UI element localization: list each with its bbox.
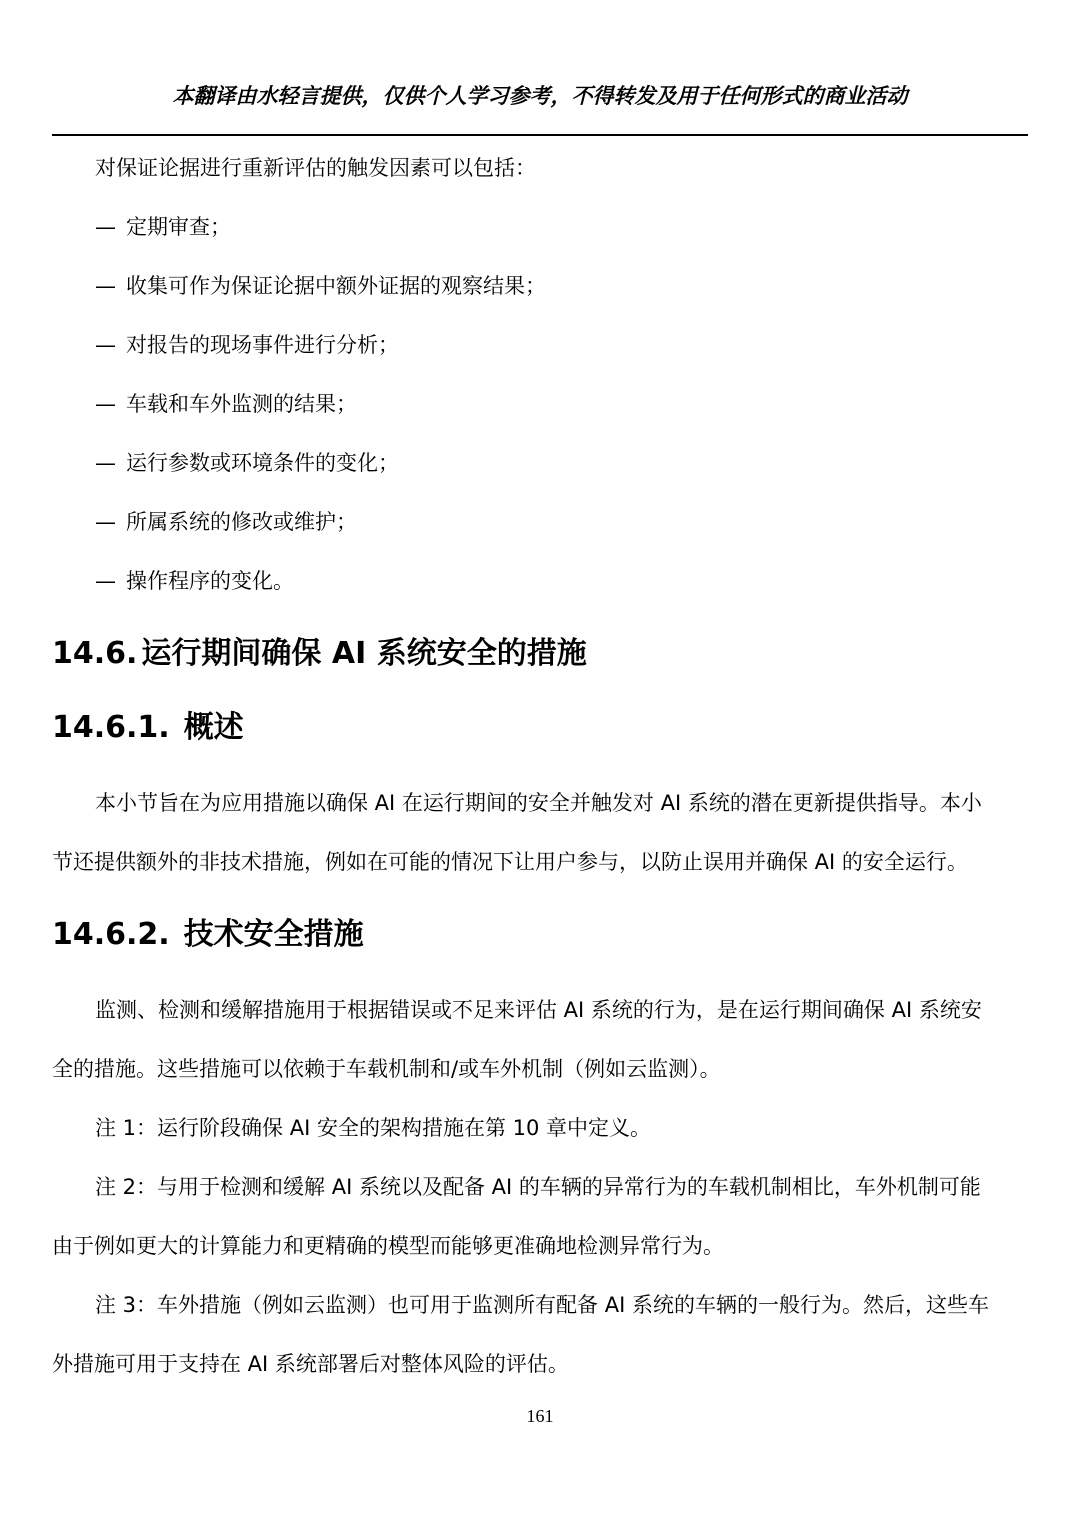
- dash-bullet: —: [95, 333, 116, 357]
- list-item-text: 所属系统的修改或维护；: [126, 510, 357, 534]
- trigger-intro: 对保证论据进行重新评估的触发因素可以包括：: [95, 156, 536, 180]
- list-item: [95, 389, 357, 419]
- list-item-text: 对报告的现场事件进行分析；: [126, 333, 399, 357]
- dash-bullet: —: [95, 451, 116, 475]
- list-item-text: 运行参数或环境条件的变化；: [126, 451, 399, 475]
- list-item: [95, 271, 546, 301]
- dash-bullet: —: [95, 274, 116, 298]
- overview-paragraph-line-1: 本小节旨在为应用措施以确保 AI 在运行期间的安全并触发对 AI 系统的潜在更新提供指导。本小: [95, 791, 982, 815]
- section-number: 14.6.2.: [52, 917, 170, 952]
- list-item: [95, 448, 399, 478]
- page-number: 161: [526, 1406, 554, 1426]
- section-title: 运行期间确保 AI 系统安全的措施: [141, 636, 587, 671]
- list-item-text: 车载和车外监测的结果；: [126, 392, 357, 416]
- note-3-line-2: 外措施可用于支持在 AI 系统部署后对整体风险的评估。: [52, 1352, 569, 1376]
- dash-bullet: —: [95, 392, 116, 416]
- section-title: 技术安全措施: [183, 917, 364, 952]
- list-item: [95, 507, 357, 537]
- dash-bullet: —: [95, 215, 116, 239]
- list-item-text: 定期审查；: [126, 215, 231, 239]
- section-heading-14-6: [52, 634, 587, 674]
- list-item: [95, 566, 294, 596]
- list-item: [95, 212, 231, 242]
- section-title: 概述: [183, 710, 244, 745]
- note-3-line-1: 注 3：车外措施（例如云监测）也可用于监测所有配备 AI 系统的车辆的一般行为。然后，这些车: [95, 1293, 989, 1317]
- dash-bullet: —: [95, 510, 116, 534]
- list-item: [95, 330, 399, 360]
- technical-paragraph-line-1: 监测、检测和缓解措施用于根据错误或不足来评估 AI 系统的行为，是在运行期间确保 AI 系统安: [95, 998, 982, 1022]
- section-number: 14.6.1.: [52, 710, 170, 745]
- note-2-line-2: 由于例如更大的计算能力和更精确的模型而能够更准确地检测异常行为。: [52, 1234, 724, 1258]
- list-item-text: 收集可作为保证论据中额外证据的观察结果；: [126, 274, 546, 298]
- technical-paragraph-line-2: 全的措施。这些措施可以依赖于车载机制和/或车外机制（例如云监测）。: [52, 1057, 721, 1081]
- note-1: 注 1：运行阶段确保 AI 安全的架构措施在第 10 章中定义。: [95, 1116, 652, 1140]
- list-item-text: 操作程序的变化。: [126, 569, 294, 593]
- note-2-line-1: 注 2：与用于检测和缓解 AI 系统以及配备 AI 的车辆的异常行为的车载机制相比，车外机制可能: [95, 1175, 981, 1199]
- section-number: 14.6.: [52, 636, 138, 671]
- section-heading-14-6-2: [52, 915, 364, 955]
- header-divider: [52, 134, 1028, 136]
- dash-bullet: —: [95, 569, 116, 593]
- overview-paragraph-line-2: 节还提供额外的非技术措施，例如在可能的情况下让用户参与，以防止误用并确保 AI 的安全运行。: [52, 850, 968, 874]
- page-header-notice: 本翻译由水轻言提供，仅供个人学习参考，不得转发及用于任何形式的商业活动: [172, 84, 908, 108]
- section-heading-14-6-1: [52, 708, 244, 748]
